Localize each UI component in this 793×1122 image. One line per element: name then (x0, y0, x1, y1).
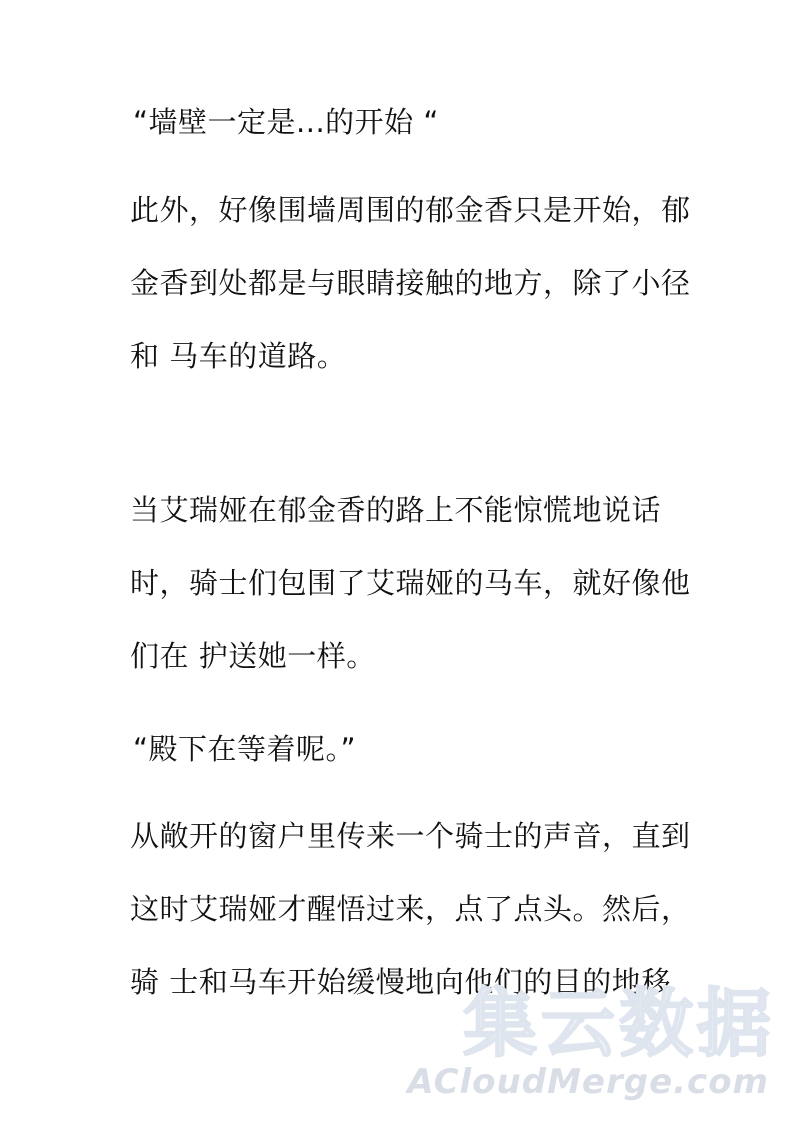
text-line: 金香到处都是与眼睛接触的地方，除了小径 (130, 266, 691, 300)
text-line: 和 马车的道路。 (130, 339, 347, 373)
watermark-chinese-text: 集云数据 (463, 981, 775, 1067)
text-line: 当艾瑞娅在郁金香的路上不能惊慌地说话 (130, 493, 662, 527)
text-line: “墙壁一定是...的开始 “ (133, 105, 439, 139)
text-line: 从敞开的窗户里传来一个骑士的声音，直到 (130, 819, 691, 853)
watermark (407, 981, 775, 1104)
text-line: 时，骑士们包围了艾瑞娅的马车，就好像他 (130, 566, 691, 600)
text-line: 此外，好像围墙周围的郁金香只是开始，郁 (130, 193, 691, 227)
text-line: 骑 士和马车开始缓慢地向他们的目的地移 (130, 965, 671, 999)
text-line: 们在 护送她一样。 (130, 639, 376, 673)
text-line: “殿下在等着呢。” (133, 732, 357, 766)
watermark-english-text: ACloudMerge.com (407, 1062, 769, 1102)
text-line: 这时艾瑞娅才醒悟过来，点了点头。然后， (130, 892, 691, 926)
